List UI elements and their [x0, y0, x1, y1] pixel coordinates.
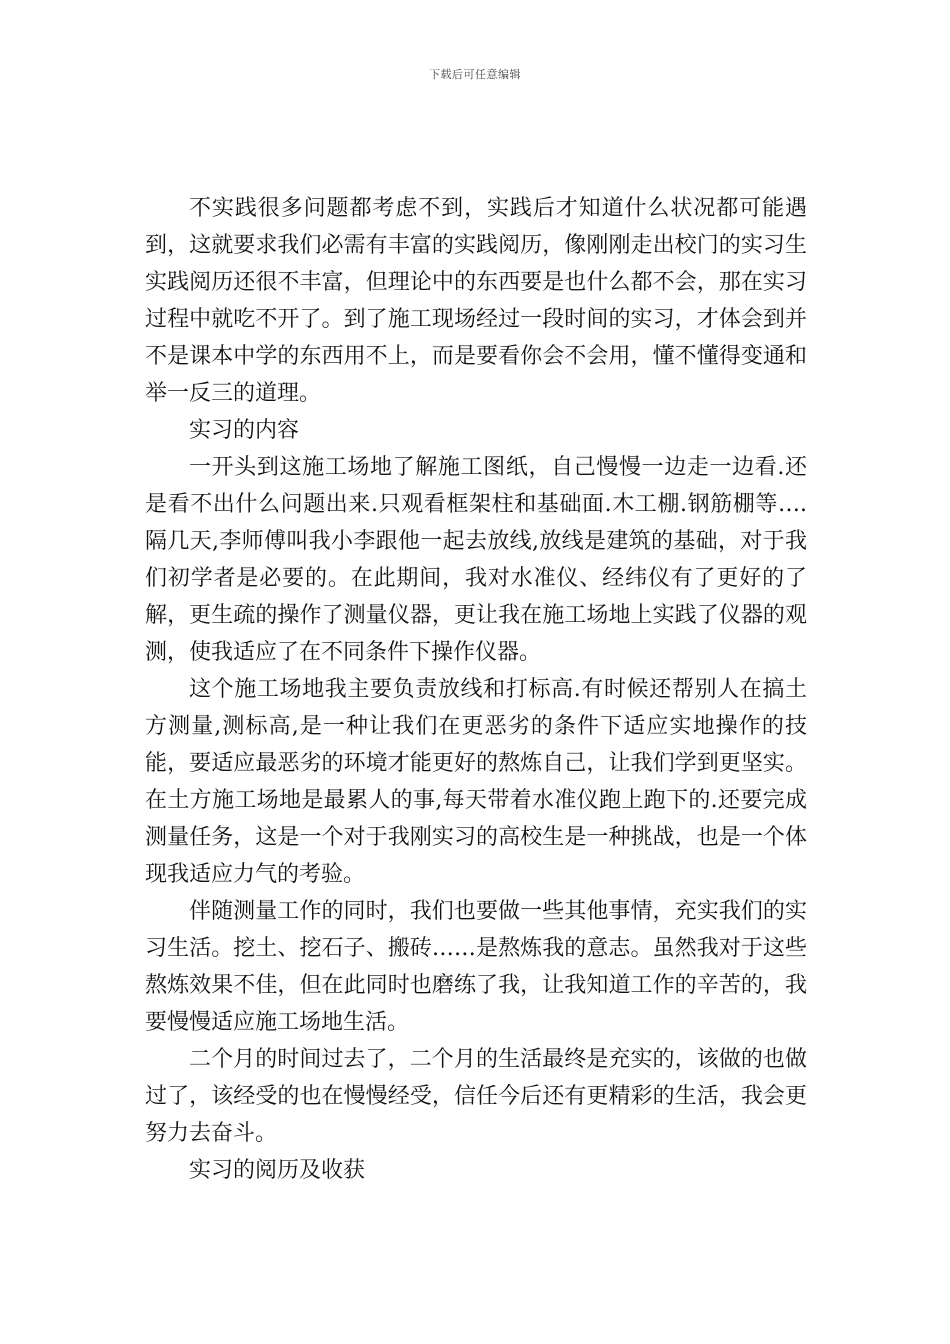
header-note: 下载后可任意编辑	[429, 68, 521, 81]
section-heading-experience: 实习的阅历及收获	[189, 1158, 366, 1183]
document-body	[145, 190, 807, 1189]
paragraph-2: 一开头到这施工场地了解施工图纸，自己慢慢一边走一边看.还是看不出什么问题出来.只观看框架柱和基础面.木工棚.钢筋棚等….隔几天,李师傅叫我小李跟他一起去放线,放线是建筑的基础，对于我们初学者是必要的。在此期间，我对水准仪、经纬仪有了更好的了解，更生疏的操作了测量仪器，更让我在施工场地上实践了仪器的观测，使我适应了在不同条件下操作仪器。	[145, 455, 807, 665]
paragraph-5: 二个月的时间过去了，二个月的生活最终是充实的，该做的也做过了，该经受的也在慢慢经受，信任今后还有更精彩的生活，我会更努力去奋斗。	[145, 1047, 807, 1146]
paragraph-4: 伴随测量工作的同时，我们也要做一些其他事情，充实我们的实习生活。挖土、挖石子、搬砖……是熬炼我的意志。虽然我对于这些熬炼效果不佳，但在此同时也磨练了我，让我知道工作的辛苦的，我要慢慢适应施工场地生活。	[145, 899, 807, 1035]
paragraph-1: 不实践很多问题都考虑不到，实践后才知道什么状况都可能遇到，这就要求我们必需有丰富的实践阅历，像刚刚走出校门的实习生实践阅历还很不丰富，但理论中的东西要是也什么都不会，那在实习过程中就吃不开了。到了施工现场经过一段时间的实习，才体会到并不是课本中学的东西用不上，而是要看你会不会用，懂不懂得变通和举一反三的道理。	[145, 196, 807, 406]
section-heading-content: 实习的内容	[189, 418, 300, 443]
paragraph-3: 这个施工场地我主要负责放线和打标高.有时候还帮别人在搞土方测量,测标高,是一种让我们在更恶劣的条件下适应实地操作的技能，要适应最恶劣的环境才能更好的熬炼自己，让我们学到更坚实。在土方施工场地是最累人的事,每天带着水准仪跑上跑下的.还要完成测量任务，这是一个对于我刚实习的高校生是一种挑战，也是一个体现我适应力气的考验。	[145, 677, 807, 887]
